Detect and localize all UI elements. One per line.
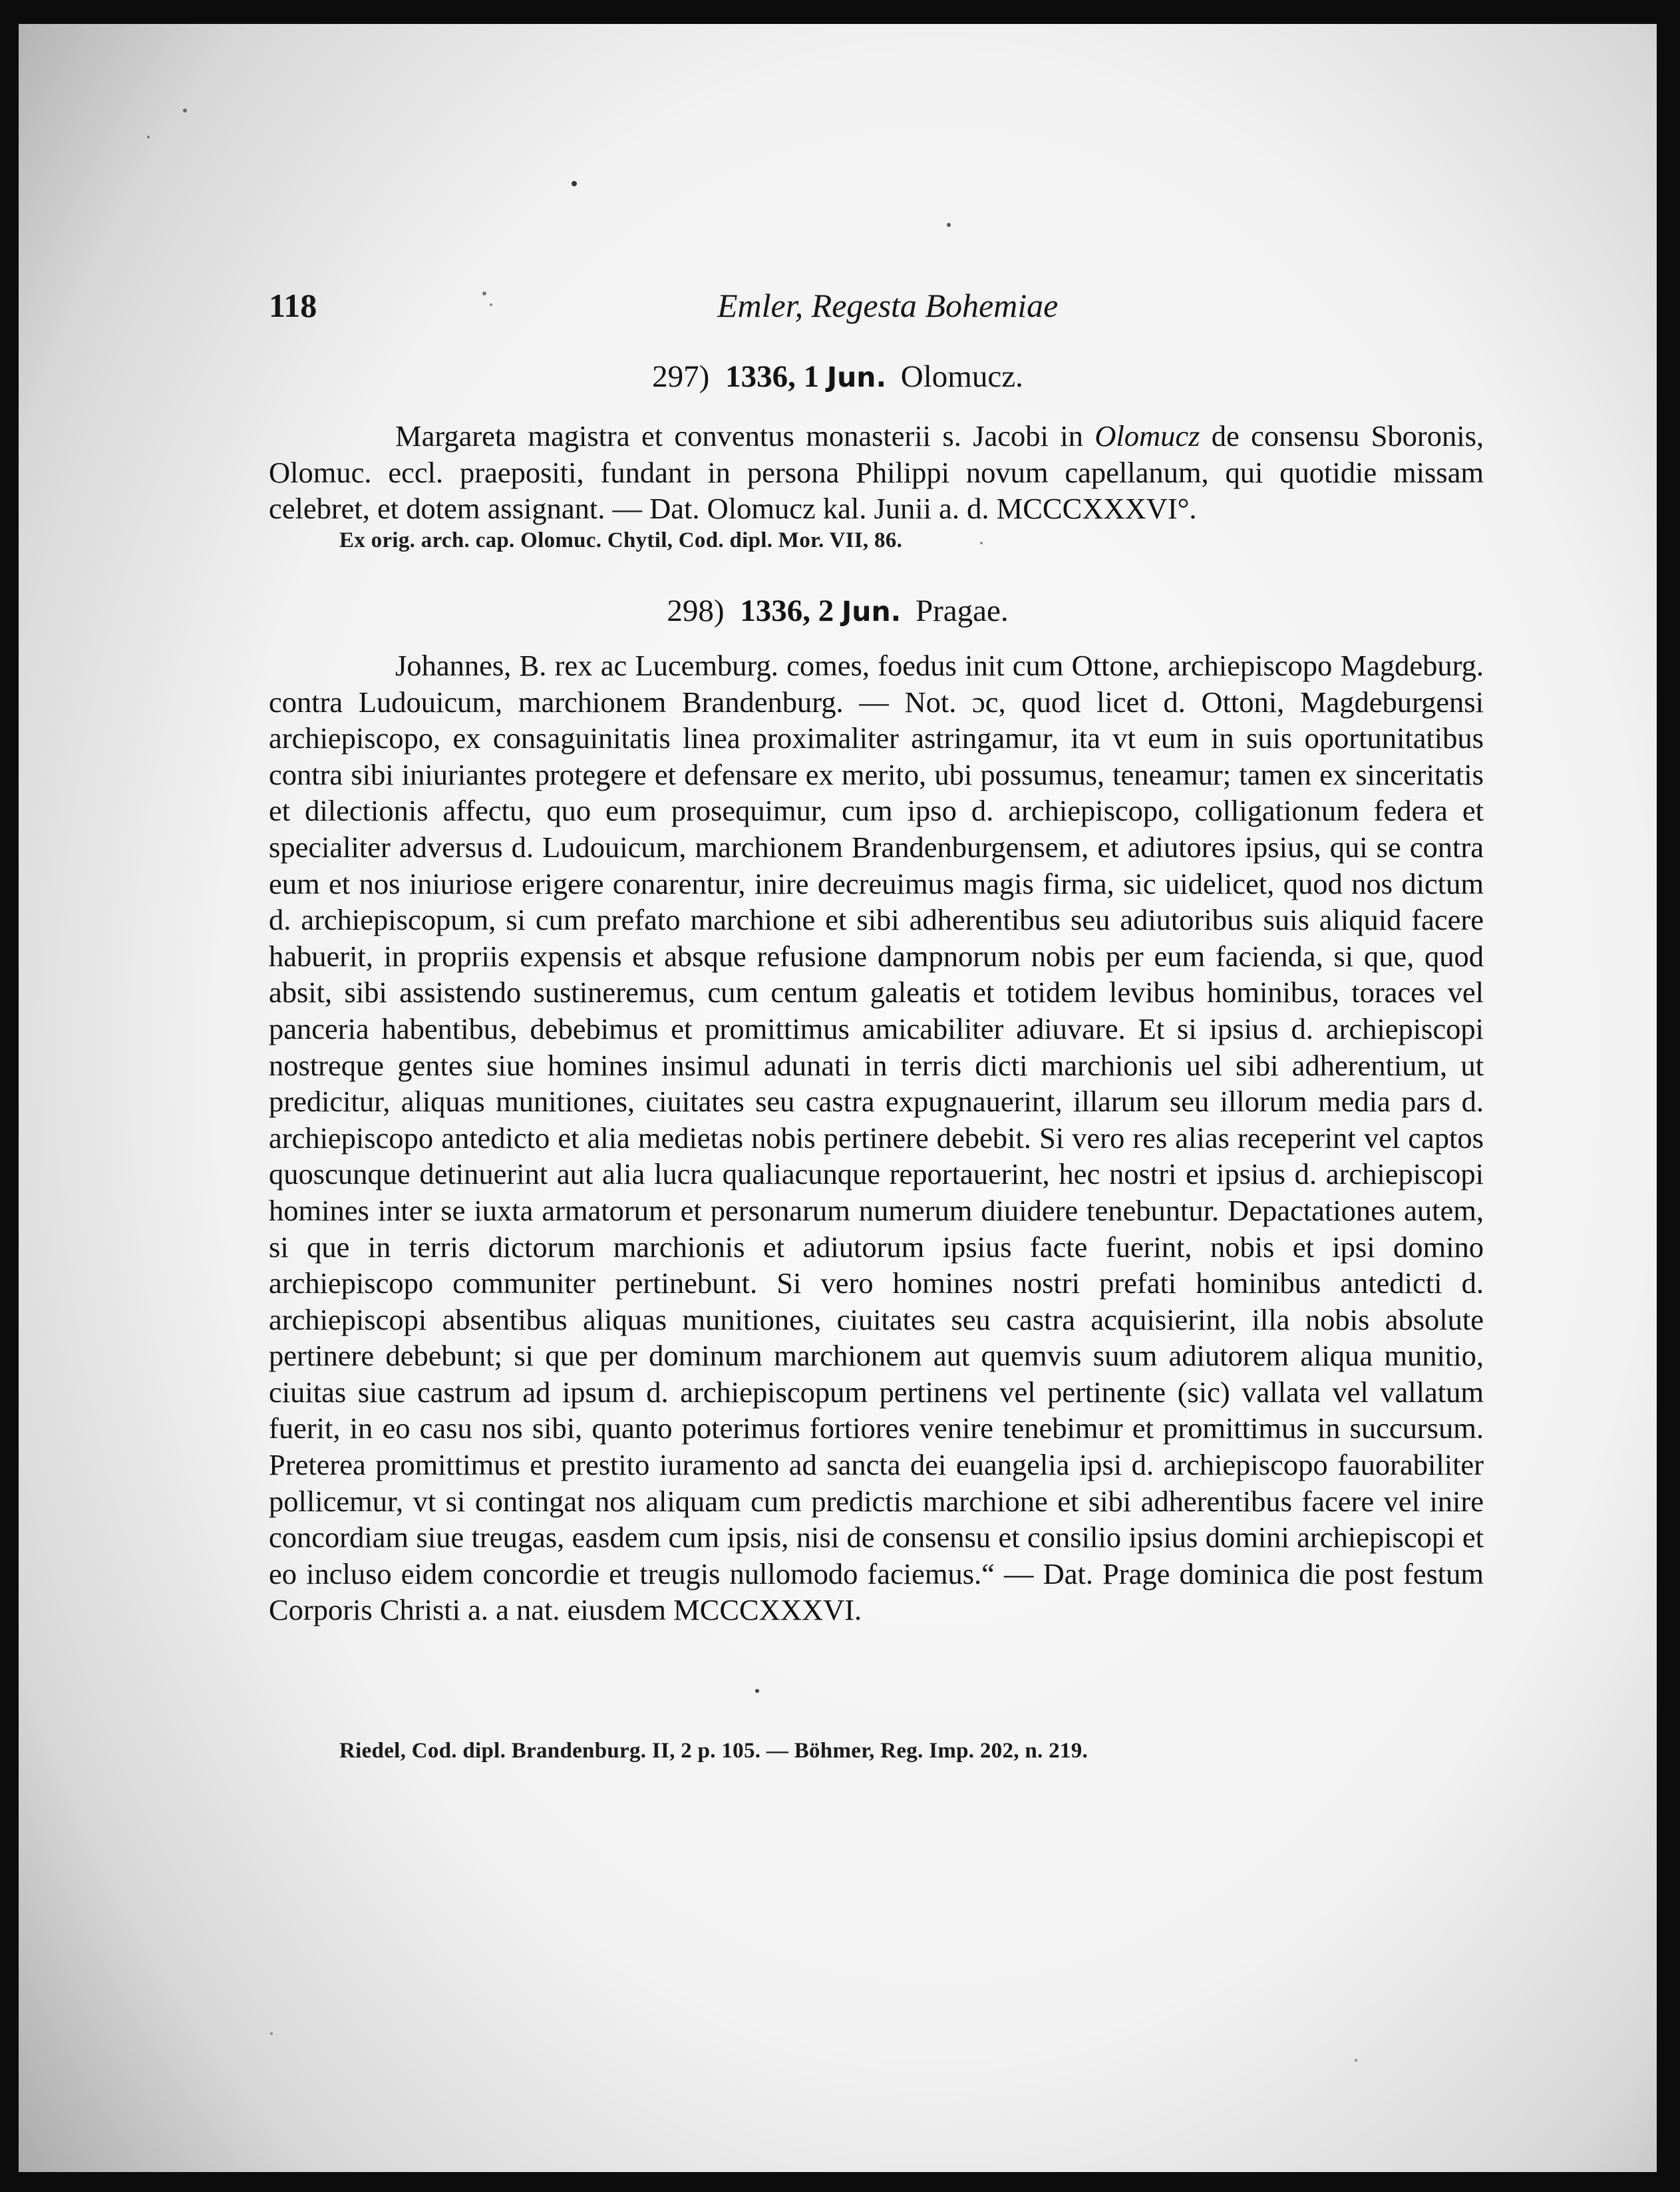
entry-number: 298) bbox=[667, 594, 725, 628]
entry-date: 1336, 2 bbox=[740, 594, 834, 628]
entry-298-heading bbox=[19, 593, 1657, 629]
entry-298-source: Riedel, Cod. dipl. Brandenburg. II, 2 p. 105. — Böhmer, Reg. Imp. 202, n. 219. bbox=[339, 1739, 1089, 1763]
entry-place: Olomucz. bbox=[900, 359, 1023, 394]
scanned-page bbox=[19, 24, 1657, 2172]
entry-297-source: Ex orig. arch. cap. Olomuc. Chytil, Cod. dipl. Mor. VII, 86. bbox=[339, 528, 903, 552]
running-title: Emler, Regesta Bohemiae bbox=[717, 287, 1059, 324]
entry-number: 297) bbox=[652, 359, 710, 394]
entry-date: 1336, 1 bbox=[725, 359, 820, 394]
entry-298-text: Johannes, B. rex ac Lucemburg. comes, foedus init cum Ottone, archiepiscopo Magdeburg. contra Ludouicum, marchionem Brandenburg. — Not. ɔc, quod licet d. Ottoni, Magdeburgensi archiepiscopo, ex consaguinitatis linea proximaliter astringamur, ita vt eum in suis oportunitatibus contra sibi iniuriantes protegere et defensare ex merito, ubi possumus, teneamur; tamen ex sinceritatis et dilectionis affectu, quo eum prosequimur, cum ipso d. archiepiscopo, colligationum federa et specialiter adversus d. Ludouicum, marchionem Brandenburgensem, et adiutores ipsius, qui se contra eum et nos iniuriose erigere conarentur, inire decreuimus magis firma, sic uidelicet, quod nos dictum d. archiepiscopum, si cum prefato marchione et sibi adherentibus seu adiutoribus suis aliquid facere habuerit, in propriis expensis et absque refusione dampnorum nobis per eum facienda, si que, quod absit, sibi assistendo sustineremus, cum centum galeatis et totidem levibus hominibus, toraces vel panceria habentibus, debebimus et promittimus amicabiliter adiuvare. Et si ipsius d. archiepiscopi nostreque gentes siue homines insimul adunati in terris dicti marchionis uel sibi adherentium, ut predicitur, aliquas munitiones, ciuitates seu castra expugnauerint, illarum seu illorum media pars d. archiepiscopo antedicto et alia medietas nobis pertinere debebit. Si vero res alias receperint vel captos quoscunque detinuerint aut alia lucra qualiacunque reportauerint, hec nostri et ipsius d. archiepiscopi homines inter se iuxta armatorum et personarum numerum diuidere tenebuntur. Depactationes autem, si que in terris dictorum marchionis et adiutorum ipsius facte fuerint, nobis et ipsi domino archiepiscopo communiter pertinebunt. Si vero homines nostri prefati hominibus antedicti d. archiepiscopi absentibus aliquas munitiones, ciuitates seu castra acquisierint, illa nobis absolute pertinere debebunt; si que per dominum marchionem aut quemvis suum adiutorem aliqua munitio, ciuitas siue castrum ad ipsum d. archiepiscopum pertinens vel pertinente (sic) vallata vel vallatum fuerit, in eo casu nos sibi, quanto poterimus fortiores venire tenebimur et promittimus in succursum. Preterea promittimus et prestito iuramento ad sancta dei euangelia ipsi d. archiepiscopo fauorabiliter pollicemur, vt si contingat nos aliquam cum predictis marchione et sibi adherentibus facere vel inire concordiam siue treugas, easdem cum ipsis, nisi de consensu et consilio ipsius domini archiepiscopi et eo incluso eidem concordie et treugis nullomodo faciemus.“ — Dat. Prage dominica die post festum Corporis Christi a. a nat. eiusdem MCCCXXXVI. bbox=[269, 649, 1484, 1627]
entry-297-text: Margareta magistra et conventus monasterii s. Jacobi in Olomucz de consensu Sboronis, Olomuc. eccl. praepositi, fundant in persona Philippi novum capellanum, qui quotidie missam celebret, et dotem assignant. — Dat. Olomucz kal. Junii a. d. MCCCXXXVI°. bbox=[269, 419, 1484, 526]
entry-month: Jun. bbox=[826, 361, 887, 393]
entry-place: Pragae. bbox=[916, 594, 1009, 628]
entry-month: Jun. bbox=[842, 596, 902, 628]
page-number: 118 bbox=[269, 287, 317, 324]
entry-297-heading bbox=[19, 359, 1657, 395]
